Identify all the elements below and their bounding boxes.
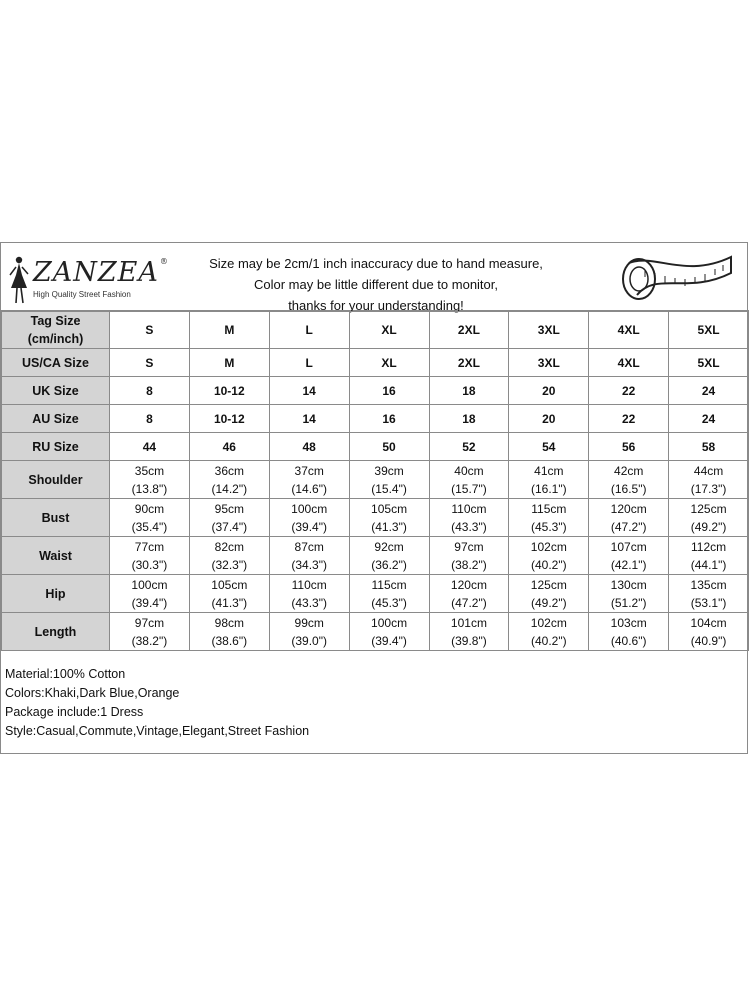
- size-cell: 8: [110, 377, 190, 405]
- size-cell: S: [110, 312, 190, 349]
- cm-value: 100cm: [371, 615, 408, 630]
- cm-value: 120cm: [450, 577, 487, 592]
- cm-value: 135cm: [690, 577, 727, 592]
- cm-value: 107cm: [610, 539, 647, 554]
- size-cell: S: [110, 349, 190, 377]
- measure-row: [2, 613, 749, 651]
- cm-value: 115cm: [371, 577, 407, 592]
- product-info: [5, 665, 309, 741]
- cm-value: 36cm: [214, 463, 244, 478]
- measure-cell: [509, 461, 589, 499]
- size-cell: 24: [669, 405, 749, 433]
- size-cell: XL: [349, 349, 429, 377]
- size-cell: 56: [589, 433, 669, 461]
- measure-cell: [669, 613, 749, 651]
- inch-value: (36.2"): [371, 557, 407, 572]
- inch-value: (39.4"): [131, 595, 168, 610]
- inch-value: (32.3"): [211, 557, 248, 572]
- cm-value: 77cm: [134, 539, 165, 554]
- size-cell: 58: [669, 433, 749, 461]
- size-cell: 16: [349, 377, 429, 405]
- size-cell: 16: [349, 405, 429, 433]
- size-table: [1, 311, 749, 651]
- inch-value: (39.8"): [451, 633, 487, 648]
- inch-value: (14.2"): [211, 481, 248, 496]
- inch-value: (15.7"): [451, 481, 487, 496]
- measure-cell: [110, 499, 190, 537]
- measure-cell: [349, 575, 429, 613]
- inch-value: (40.6"): [610, 633, 647, 648]
- measure-cell: [189, 499, 269, 537]
- row-label: Bust: [2, 499, 110, 537]
- inch-value: (15.4"): [371, 481, 407, 496]
- inch-value: (39.4"): [371, 633, 407, 648]
- size-cell: 14: [269, 377, 349, 405]
- chart-header: [1, 243, 749, 311]
- measure-row: [2, 537, 749, 575]
- cm-value: 95cm: [214, 501, 244, 516]
- size-cell: 24: [669, 377, 749, 405]
- inch-value: (34.3"): [291, 557, 327, 572]
- measure-cell: [189, 537, 269, 575]
- inch-value: (47.2"): [610, 519, 647, 534]
- cm-value: 110cm: [291, 577, 327, 592]
- measure-cell: [429, 575, 509, 613]
- cm-value: 100cm: [291, 501, 328, 516]
- measure-cell: [349, 537, 429, 575]
- measure-cell: [269, 537, 349, 575]
- size-cell: 52: [429, 433, 509, 461]
- measure-row: [2, 575, 749, 613]
- measure-cell: [429, 537, 509, 575]
- size-cell: 2XL: [429, 349, 509, 377]
- size-cell: 10-12: [189, 405, 269, 433]
- cm-value: 112cm: [690, 539, 727, 554]
- size-cell: 10-12: [189, 377, 269, 405]
- measure-cell: [110, 613, 190, 651]
- row-label: Shoulder: [2, 461, 110, 499]
- inch-value: (38.2"): [451, 557, 487, 572]
- notice-line: thanks for your understanding!: [288, 298, 464, 313]
- inch-value: (16.5"): [610, 481, 647, 496]
- size-chart: [0, 242, 748, 754]
- inch-value: (45.3"): [531, 519, 567, 534]
- size-cell: 5XL: [669, 312, 749, 349]
- measure-cell: [589, 499, 669, 537]
- size-cell: 54: [509, 433, 589, 461]
- cm-value: 92cm: [374, 539, 404, 554]
- inch-value: (41.3"): [211, 595, 248, 610]
- measure-cell: [269, 461, 349, 499]
- cm-value: 115cm: [531, 501, 567, 516]
- measure-notice: [166, 253, 586, 316]
- measure-cell: [589, 575, 669, 613]
- inch-value: (13.8"): [131, 481, 168, 496]
- size-row: [2, 405, 749, 433]
- measure-cell: [589, 537, 669, 575]
- inch-value: (47.2"): [451, 595, 487, 610]
- info-colors: Colors:Khaki,Dark Blue,Orange: [5, 686, 180, 700]
- measure-cell: [110, 461, 190, 499]
- inch-value: (44.1"): [690, 557, 727, 572]
- size-cell: 5XL: [669, 349, 749, 377]
- measure-cell: [349, 499, 429, 537]
- row-label: UK Size: [2, 377, 110, 405]
- size-cell: M: [189, 312, 269, 349]
- cm-value: 90cm: [134, 501, 165, 516]
- cm-value: 44cm: [693, 463, 724, 478]
- measure-cell: [509, 613, 589, 651]
- info-style: Style:Casual,Commute,Vintage,Elegant,Street Fashion: [5, 724, 310, 738]
- cm-value: 125cm: [690, 501, 727, 516]
- measure-cell: [669, 461, 749, 499]
- measure-cell: [269, 499, 349, 537]
- inch-value: (45.3"): [371, 595, 407, 610]
- size-cell: 4XL: [589, 312, 669, 349]
- inch-value: (39.0"): [291, 633, 327, 648]
- size-cell: 4XL: [589, 349, 669, 377]
- row-label: Length: [2, 613, 110, 651]
- inch-value: (14.6"): [291, 481, 327, 496]
- cm-value: 82cm: [214, 539, 244, 554]
- cm-value: 100cm: [131, 577, 168, 592]
- inch-value: (41.3"): [371, 519, 407, 534]
- measure-cell: [269, 575, 349, 613]
- measure-row: [2, 499, 749, 537]
- inch-value: (40.2"): [531, 557, 567, 572]
- fashion-figure-icon: [7, 255, 31, 305]
- size-row: [2, 377, 749, 405]
- size-row: [2, 312, 749, 349]
- row-label: Hip: [2, 575, 110, 613]
- inch-value: (43.3"): [451, 519, 487, 534]
- cm-value: 102cm: [530, 615, 567, 630]
- measure-cell: [110, 575, 190, 613]
- measure-cell: [189, 613, 269, 651]
- inch-value: (42.1"): [610, 557, 647, 572]
- row-label: AU Size: [2, 405, 110, 433]
- inch-value: (40.2"): [531, 633, 567, 648]
- inch-value: (38.6"): [211, 633, 248, 648]
- measure-cell: [110, 537, 190, 575]
- inch-value: (30.3"): [131, 557, 168, 572]
- measure-cell: [509, 499, 589, 537]
- cm-value: 39cm: [374, 463, 404, 478]
- row-label: US/CA Size: [2, 349, 110, 377]
- size-row: [2, 349, 749, 377]
- size-cell: 3XL: [509, 312, 589, 349]
- inch-value: (51.2"): [610, 595, 647, 610]
- info-package: Package include:1 Dress: [5, 705, 144, 719]
- info-material: Material:100% Cotton: [5, 667, 126, 681]
- measuring-tape-icon: [615, 249, 735, 307]
- size-cell: L: [269, 312, 349, 349]
- measure-cell: [429, 499, 509, 537]
- row-label: Waist: [2, 537, 110, 575]
- size-cell: 18: [429, 405, 509, 433]
- measure-cell: [429, 461, 509, 499]
- notice-line: Size may be 2cm/1 inch inaccuracy due to hand measure,: [209, 256, 543, 271]
- cm-value: 130cm: [610, 577, 647, 592]
- size-cell: 44: [110, 433, 190, 461]
- cm-value: 110cm: [451, 501, 487, 516]
- notice-line: Color may be little different due to monitor,: [254, 277, 498, 292]
- inch-value: (53.1"): [690, 595, 727, 610]
- size-cell: 48: [269, 433, 349, 461]
- cm-value: 99cm: [294, 615, 324, 630]
- row-label: Tag Size (cm/inch): [2, 312, 110, 349]
- cm-value: 97cm: [134, 615, 165, 630]
- measure-cell: [269, 613, 349, 651]
- inch-value: (39.4"): [291, 519, 327, 534]
- size-cell: 20: [509, 377, 589, 405]
- size-cell: 46: [189, 433, 269, 461]
- size-cell: 18: [429, 377, 509, 405]
- cm-value: 37cm: [294, 463, 324, 478]
- measure-cell: [509, 537, 589, 575]
- cm-value: 105cm: [371, 501, 408, 516]
- size-row: [2, 433, 749, 461]
- size-cell: 50: [349, 433, 429, 461]
- cm-value: 98cm: [214, 615, 244, 630]
- cm-value: 101cm: [450, 615, 487, 630]
- inch-value: (49.2"): [531, 595, 567, 610]
- cm-value: 42cm: [614, 463, 644, 478]
- size-cell: 3XL: [509, 349, 589, 377]
- measure-row: [2, 461, 749, 499]
- size-cell: XL: [349, 312, 429, 349]
- size-cell: 2XL: [429, 312, 509, 349]
- cm-value: 102cm: [530, 539, 567, 554]
- cm-value: 41cm: [534, 463, 564, 478]
- cm-value: 125cm: [530, 577, 567, 592]
- measure-cell: [669, 537, 749, 575]
- measure-cell: [589, 461, 669, 499]
- row-label: RU Size: [2, 433, 110, 461]
- cm-value: 97cm: [454, 539, 484, 554]
- size-cell: 8: [110, 405, 190, 433]
- brand-registered: ®: [159, 257, 169, 266]
- inch-value: (35.4"): [131, 519, 168, 534]
- measure-cell: [349, 613, 429, 651]
- cm-value: 87cm: [294, 539, 324, 554]
- size-cell: M: [189, 349, 269, 377]
- size-cell: L: [269, 349, 349, 377]
- brand-name: ZANZEA: [33, 257, 159, 288]
- cm-value: 103cm: [610, 615, 647, 630]
- inch-value: (17.3"): [690, 481, 727, 496]
- measure-cell: [509, 575, 589, 613]
- measure-cell: [189, 461, 269, 499]
- brand-logo: [7, 255, 167, 307]
- cm-value: 40cm: [454, 463, 484, 478]
- measure-cell: [349, 461, 429, 499]
- inch-value: (49.2"): [690, 519, 727, 534]
- cm-value: 105cm: [211, 577, 248, 592]
- measure-cell: [669, 575, 749, 613]
- inch-value: (38.2"): [131, 633, 168, 648]
- cm-value: 120cm: [610, 501, 647, 516]
- measure-cell: [429, 613, 509, 651]
- cm-value: 35cm: [134, 463, 165, 478]
- size-cell: 20: [509, 405, 589, 433]
- brand-tagline: High Quality Street Fashion: [33, 290, 131, 299]
- size-cell: 14: [269, 405, 349, 433]
- measure-cell: [589, 613, 669, 651]
- inch-value: (40.9"): [690, 633, 727, 648]
- measure-cell: [189, 575, 269, 613]
- inch-value: (43.3"): [291, 595, 327, 610]
- measure-cell: [669, 499, 749, 537]
- inch-value: (37.4"): [211, 519, 248, 534]
- size-cell: 22: [589, 377, 669, 405]
- inch-value: (16.1"): [531, 481, 567, 496]
- size-cell: 22: [589, 405, 669, 433]
- cm-value: 104cm: [690, 615, 727, 630]
